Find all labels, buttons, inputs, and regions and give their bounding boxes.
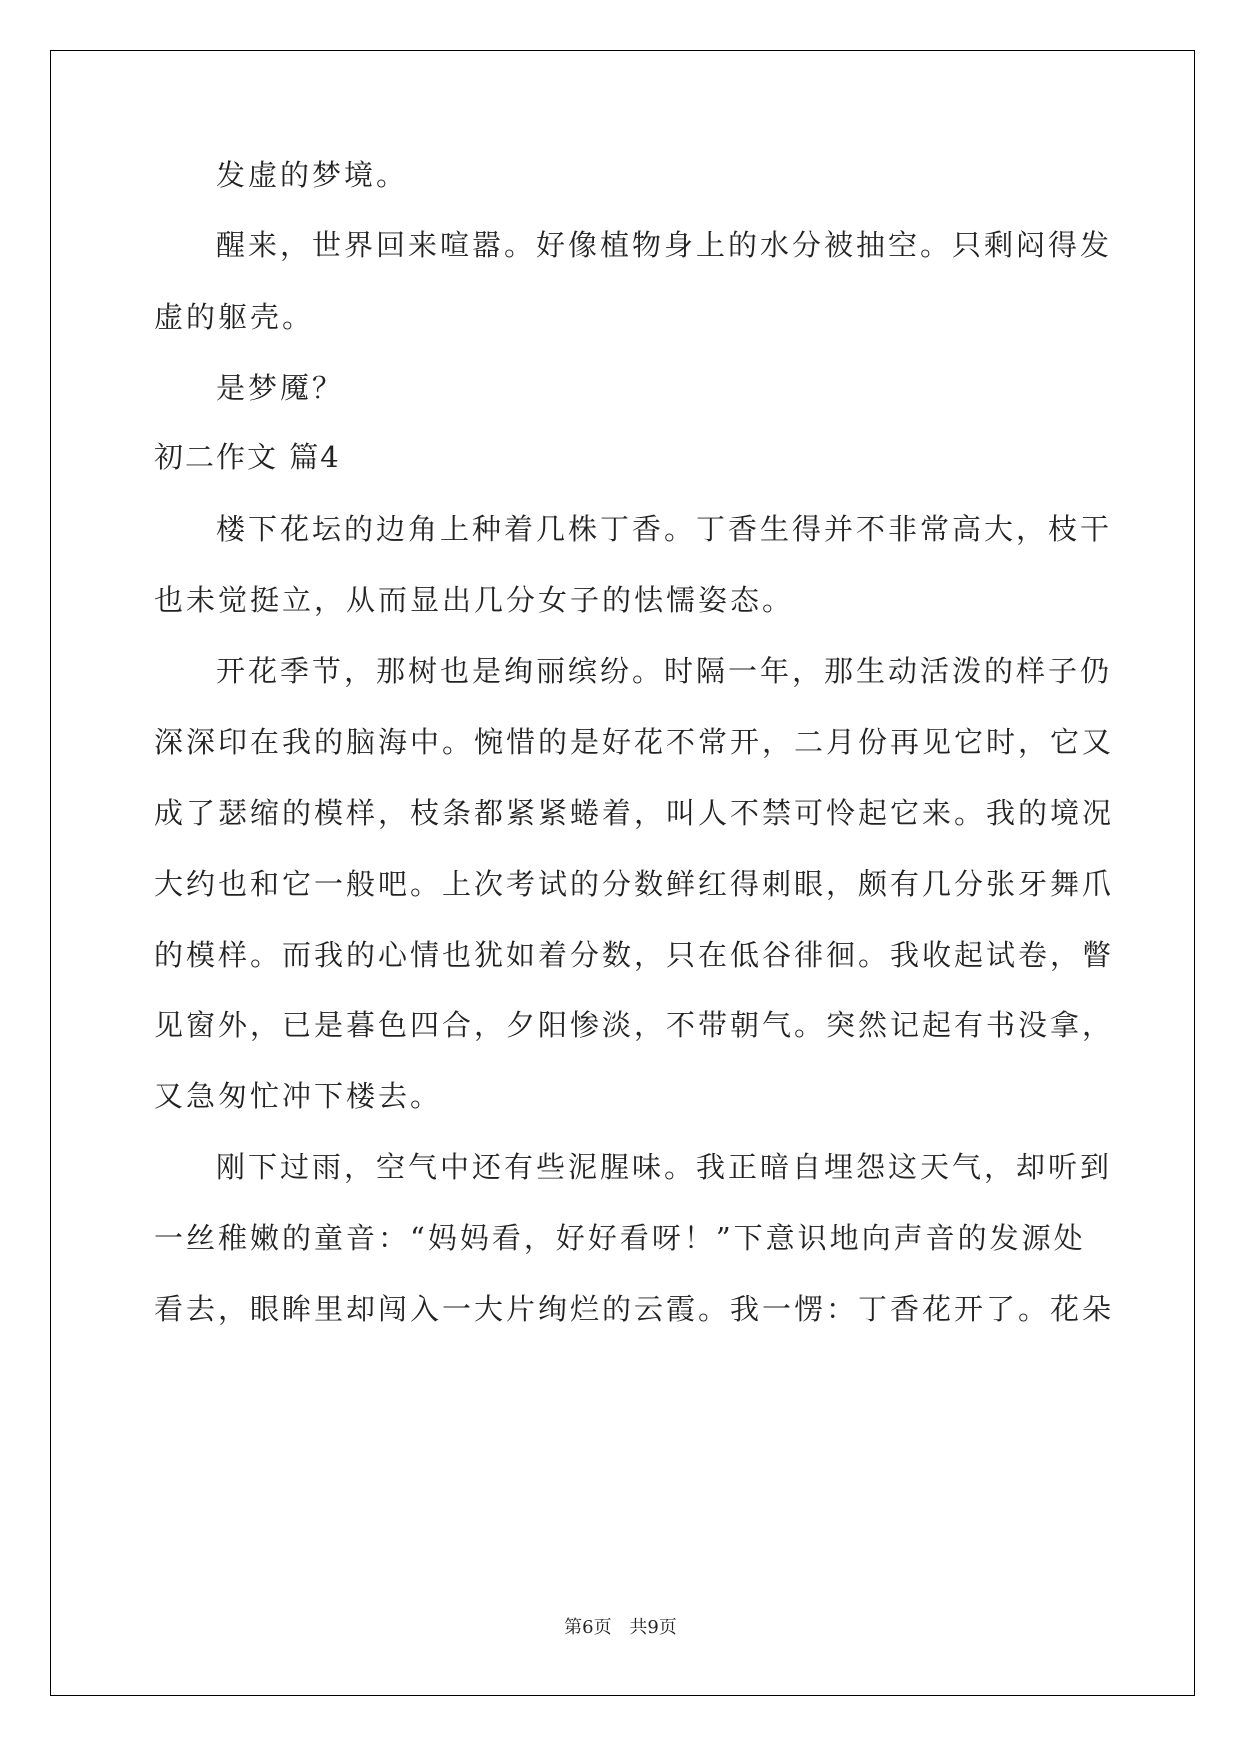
text-line-6: 楼下花坛的边角上种着几株丁香。丁香生得并不非常高大，枝干 (216, 512, 1113, 546)
text-line-3: 虚的躯壳。 (154, 300, 315, 334)
text-line-12: 的模样。而我的心情也犹如着分数，只在低谷徘徊。我收起试卷，瞥 (154, 938, 1115, 972)
text-line-11: 大约也和它一般吧。上次考试的分数鲜红得刺眼，颇有几分张牙舞爪 (154, 867, 1115, 901)
page-number-total: 共9页 (629, 1617, 677, 1638)
page-number-current: 第6页 (564, 1617, 612, 1638)
text-line-10: 成了瑟缩的模样，枝条都紧紧蜷着，叫人不禁可怜起它来。我的境况 (154, 796, 1115, 830)
text-line-1: 发虚的梦境。 (216, 158, 409, 192)
text-line-17: 看去，眼眸里却闯入一大片绚烂的云霞。我一愣：丁香花开了。花朵 (154, 1292, 1115, 1326)
section-heading: 初二作文 篇4 (154, 440, 341, 474)
page-footer (0, 1616, 1241, 1640)
text-line-7: 也未觉挺立，从而显出几分女子的怯懦姿态。 (154, 583, 795, 617)
text-line-8: 开花季节，那树也是绚丽缤纷。时隔一年，那生动活泼的样子仍 (216, 654, 1113, 688)
text-line-4: 是梦魇？ (216, 371, 345, 405)
text-line-13: 见窗外，已是暮色四合，夕阳惨淡，不带朝气。突然记起有书没拿， (154, 1008, 1115, 1042)
text-line-16: 一丝稚嫩的童音：“妈妈看，好好看呀！”下意识地向声音的发源处 (154, 1221, 1086, 1255)
text-line-14: 又急匆忙冲下楼去。 (154, 1079, 443, 1113)
text-line-15: 刚下过雨，空气中还有些泥腥味。我正暗自埋怨这天气，却听到 (216, 1150, 1113, 1184)
text-line-2: 醒来，世界回来喧嚣。好像植物身上的水分被抽空。只剩闷得发 (216, 228, 1113, 262)
text-line-9: 深深印在我的脑海中。惋惜的是好花不常开，二月份再见它时，它又 (154, 725, 1115, 759)
